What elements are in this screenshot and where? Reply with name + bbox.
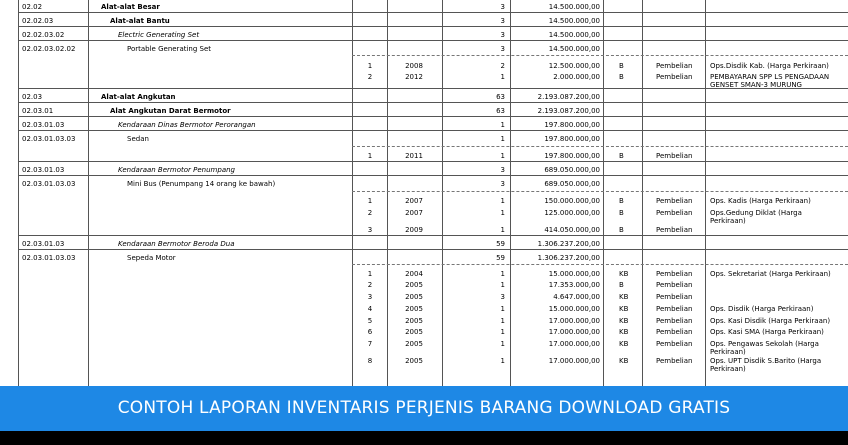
row-divider bbox=[18, 12, 848, 13]
row-number: 1 bbox=[367, 62, 373, 70]
remarks: Ops. Pengawas Sekolah (Harga bbox=[710, 340, 819, 348]
remarks: Ops. Kasi SMA (Harga Perkiraan) bbox=[710, 328, 824, 336]
condition: B bbox=[619, 281, 624, 289]
quantity: 3 bbox=[500, 3, 505, 11]
quantity: 1 bbox=[500, 317, 505, 325]
quantity: 1 bbox=[500, 135, 505, 143]
acquisition-year: 2005 bbox=[405, 357, 423, 365]
remarks: GENSET SMAN-3 MURUNG bbox=[710, 81, 802, 89]
item-name: Alat Angkutan Darat Bermotor bbox=[110, 107, 231, 115]
price: 2.193.087.200,00 bbox=[537, 93, 600, 101]
item-name: Alat-alat Besar bbox=[101, 3, 160, 11]
row-divider bbox=[352, 146, 848, 147]
acquisition-year: 2007 bbox=[405, 209, 423, 217]
item-name: Kendaraan Bermotor Beroda Dua bbox=[118, 240, 235, 248]
quantity: 1 bbox=[500, 328, 505, 336]
item-code: 02.03.01.03.03 bbox=[22, 254, 76, 262]
row-divider bbox=[18, 235, 848, 236]
remarks: Ops.Disdik Kab. (Harga Perkiraan) bbox=[710, 62, 829, 70]
item-code: 02.02.03.02.02 bbox=[22, 45, 76, 53]
origin: Pembelian bbox=[656, 62, 693, 70]
price: 12.500.000,00 bbox=[548, 62, 600, 70]
price: 197.800.000,00 bbox=[544, 121, 600, 129]
item-name: Sepeda Motor bbox=[127, 254, 176, 262]
column-divider bbox=[642, 0, 643, 386]
remarks: PEMBAYARAN SPP LS PENGADAAN bbox=[710, 73, 830, 81]
item-name: Kendaraan Bermotor Penumpang bbox=[118, 166, 235, 174]
quantity: 3 bbox=[500, 45, 505, 53]
quantity: 1 bbox=[500, 357, 505, 365]
condition: KB bbox=[619, 317, 629, 325]
item-name: Alat-alat Angkutan bbox=[101, 93, 176, 101]
row-divider bbox=[18, 130, 848, 131]
quantity: 3 bbox=[500, 166, 505, 174]
condition: KB bbox=[619, 293, 629, 301]
origin: Pembelian bbox=[656, 357, 693, 365]
quantity: 59 bbox=[496, 240, 505, 248]
column-divider bbox=[442, 0, 443, 386]
origin: Pembelian bbox=[656, 328, 693, 336]
row-divider bbox=[18, 26, 848, 27]
item-code: 02.03.01.03 bbox=[22, 240, 65, 248]
origin: Pembelian bbox=[656, 226, 693, 234]
remarks: Ops.Gedung Diklat (Harga bbox=[710, 209, 802, 217]
price: 17.000.000,00 bbox=[548, 340, 600, 348]
price: 15.000.000,00 bbox=[548, 270, 600, 278]
quantity: 3 bbox=[500, 31, 505, 39]
price: 17.000.000,00 bbox=[548, 317, 600, 325]
column-divider bbox=[352, 0, 353, 386]
price: 197.800.000,00 bbox=[544, 152, 600, 160]
column-divider bbox=[88, 0, 89, 386]
remarks: Ops. Sekretariat (Harga Perkiraan) bbox=[710, 270, 831, 278]
row-number: 2 bbox=[367, 281, 373, 289]
item-code: 02.02.03 bbox=[22, 17, 54, 25]
condition: B bbox=[619, 209, 624, 217]
item-name: Electric Generating Set bbox=[118, 31, 200, 39]
title-banner: CONTOH LAPORAN INVENTARIS PERJENIS BARANG DOWNLOAD GRATIS bbox=[0, 386, 848, 431]
price: 414.050.000,00 bbox=[544, 226, 600, 234]
condition: KB bbox=[619, 340, 629, 348]
acquisition-year: 2005 bbox=[405, 293, 423, 301]
origin: Pembelian bbox=[656, 293, 693, 301]
column-divider bbox=[510, 0, 511, 386]
row-number: 5 bbox=[367, 317, 373, 325]
acquisition-year: 2011 bbox=[405, 152, 423, 160]
row-number: 7 bbox=[367, 340, 373, 348]
row-divider bbox=[352, 55, 848, 56]
column-divider bbox=[18, 0, 19, 386]
item-name: Alat-alat Bantu bbox=[110, 17, 170, 25]
item-code: 02.02 bbox=[22, 3, 43, 11]
condition: KB bbox=[619, 305, 629, 313]
remarks: Ops. Disdik (Harga Perkiraan) bbox=[710, 305, 814, 313]
origin: Pembelian bbox=[656, 270, 693, 278]
price: 689.050.000,00 bbox=[544, 180, 600, 188]
row-number: 3 bbox=[367, 226, 373, 234]
quantity: 1 bbox=[500, 281, 505, 289]
price: 14.500.000,00 bbox=[548, 31, 600, 39]
quantity: 1 bbox=[500, 152, 505, 160]
quantity: 63 bbox=[496, 93, 505, 101]
condition: B bbox=[619, 152, 624, 160]
item-code: 02.02.03.02 bbox=[22, 31, 65, 39]
quantity: 1 bbox=[500, 270, 505, 278]
price: 15.000.000,00 bbox=[548, 305, 600, 313]
price: 150.000.000,00 bbox=[544, 197, 600, 205]
price: 2.193.087.200,00 bbox=[537, 107, 600, 115]
price: 689.050.000,00 bbox=[544, 166, 600, 174]
item-name: Portable Generating Set bbox=[127, 45, 212, 53]
row-divider bbox=[18, 249, 848, 250]
remarks: Ops. UPT Disdik S.Barito (Harga bbox=[710, 357, 822, 365]
row-divider bbox=[18, 102, 848, 103]
acquisition-year: 2005 bbox=[405, 317, 423, 325]
row-divider bbox=[18, 161, 848, 162]
condition: B bbox=[619, 197, 624, 205]
row-number: 8 bbox=[367, 357, 373, 365]
quantity: 1 bbox=[500, 73, 505, 81]
condition: B bbox=[619, 62, 624, 70]
remarks: Ops. Kasi Disdik (Harga Perkiraan) bbox=[710, 317, 831, 325]
item-name: Kendaraan Dinas Bermotor Perorangan bbox=[118, 121, 256, 129]
remarks: Ops. Kadis (Harga Perkiraan) bbox=[710, 197, 811, 205]
condition: B bbox=[619, 73, 624, 81]
quantity: 63 bbox=[496, 107, 505, 115]
remarks: Perkiraan) bbox=[710, 348, 746, 356]
price: 17.353.000,00 bbox=[548, 281, 600, 289]
condition: B bbox=[619, 226, 624, 234]
remarks: Perkiraan) bbox=[710, 365, 746, 373]
condition: KB bbox=[619, 270, 629, 278]
column-divider bbox=[705, 0, 706, 386]
item-code: 02.03.01 bbox=[22, 107, 54, 115]
origin: Pembelian bbox=[656, 340, 693, 348]
condition: KB bbox=[619, 328, 629, 336]
row-divider bbox=[352, 264, 848, 265]
acquisition-year: 2005 bbox=[405, 305, 423, 313]
price: 17.000.000,00 bbox=[548, 328, 600, 336]
origin: Pembelian bbox=[656, 281, 693, 289]
bottom-bar bbox=[0, 431, 848, 445]
quantity: 1 bbox=[500, 305, 505, 313]
row-divider bbox=[18, 175, 848, 176]
quantity: 1 bbox=[500, 226, 505, 234]
quantity: 2 bbox=[500, 62, 505, 70]
column-divider bbox=[603, 0, 604, 386]
price: 197.800.000,00 bbox=[544, 135, 600, 143]
acquisition-year: 2012 bbox=[405, 73, 423, 81]
price: 2.000.000,00 bbox=[553, 73, 600, 81]
origin: Pembelian bbox=[656, 152, 693, 160]
price: 17.000.000,00 bbox=[548, 357, 600, 365]
price: 14.500.000,00 bbox=[548, 17, 600, 25]
price: 4.647.000,00 bbox=[553, 293, 600, 301]
price: 1.306.237.200,00 bbox=[537, 240, 600, 248]
acquisition-year: 2008 bbox=[405, 62, 423, 70]
row-number: 4 bbox=[367, 305, 373, 313]
price: 125.000.000,00 bbox=[544, 209, 600, 217]
price: 14.500.000,00 bbox=[548, 3, 600, 11]
item-name: Sedan bbox=[127, 135, 149, 143]
acquisition-year: 2004 bbox=[405, 270, 423, 278]
row-divider bbox=[18, 40, 848, 41]
item-code: 02.03.01.03.03 bbox=[22, 135, 76, 143]
item-code: 02.03 bbox=[22, 93, 43, 101]
row-divider bbox=[18, 116, 848, 117]
acquisition-year: 2007 bbox=[405, 197, 423, 205]
item-code: 02.03.01.03.03 bbox=[22, 180, 76, 188]
condition: KB bbox=[619, 357, 629, 365]
quantity: 1 bbox=[500, 197, 505, 205]
acquisition-year: 2009 bbox=[405, 226, 423, 234]
row-number: 1 bbox=[367, 270, 373, 278]
row-number: 1 bbox=[367, 197, 373, 205]
origin: Pembelian bbox=[656, 305, 693, 313]
acquisition-year: 2005 bbox=[405, 340, 423, 348]
remarks: Perkiraan) bbox=[710, 217, 746, 225]
item-code: 02.03.01.03 bbox=[22, 121, 65, 129]
price: 1.306.237.200,00 bbox=[537, 254, 600, 262]
quantity: 1 bbox=[500, 340, 505, 348]
item-name: Mini Bus (Penumpang 14 orang ke bawah) bbox=[127, 180, 276, 188]
acquisition-year: 2005 bbox=[405, 328, 423, 336]
origin: Pembelian bbox=[656, 73, 693, 81]
item-code: 02.03.01.03 bbox=[22, 166, 65, 174]
price: 14.500.000,00 bbox=[548, 45, 600, 53]
origin: Pembelian bbox=[656, 317, 693, 325]
quantity: 3 bbox=[500, 180, 505, 188]
quantity: 3 bbox=[500, 293, 505, 301]
quantity: 1 bbox=[500, 121, 505, 129]
origin: Pembelian bbox=[656, 209, 693, 217]
row-divider bbox=[352, 191, 848, 192]
row-number: 2 bbox=[367, 73, 373, 81]
quantity: 3 bbox=[500, 17, 505, 25]
row-number: 1 bbox=[367, 152, 373, 160]
row-number: 2 bbox=[367, 209, 373, 217]
origin: Pembelian bbox=[656, 197, 693, 205]
quantity: 1 bbox=[500, 209, 505, 217]
row-number: 6 bbox=[367, 328, 373, 336]
quantity: 59 bbox=[496, 254, 505, 262]
column-divider bbox=[387, 0, 388, 386]
acquisition-year: 2005 bbox=[405, 281, 423, 289]
row-number: 3 bbox=[367, 293, 373, 301]
